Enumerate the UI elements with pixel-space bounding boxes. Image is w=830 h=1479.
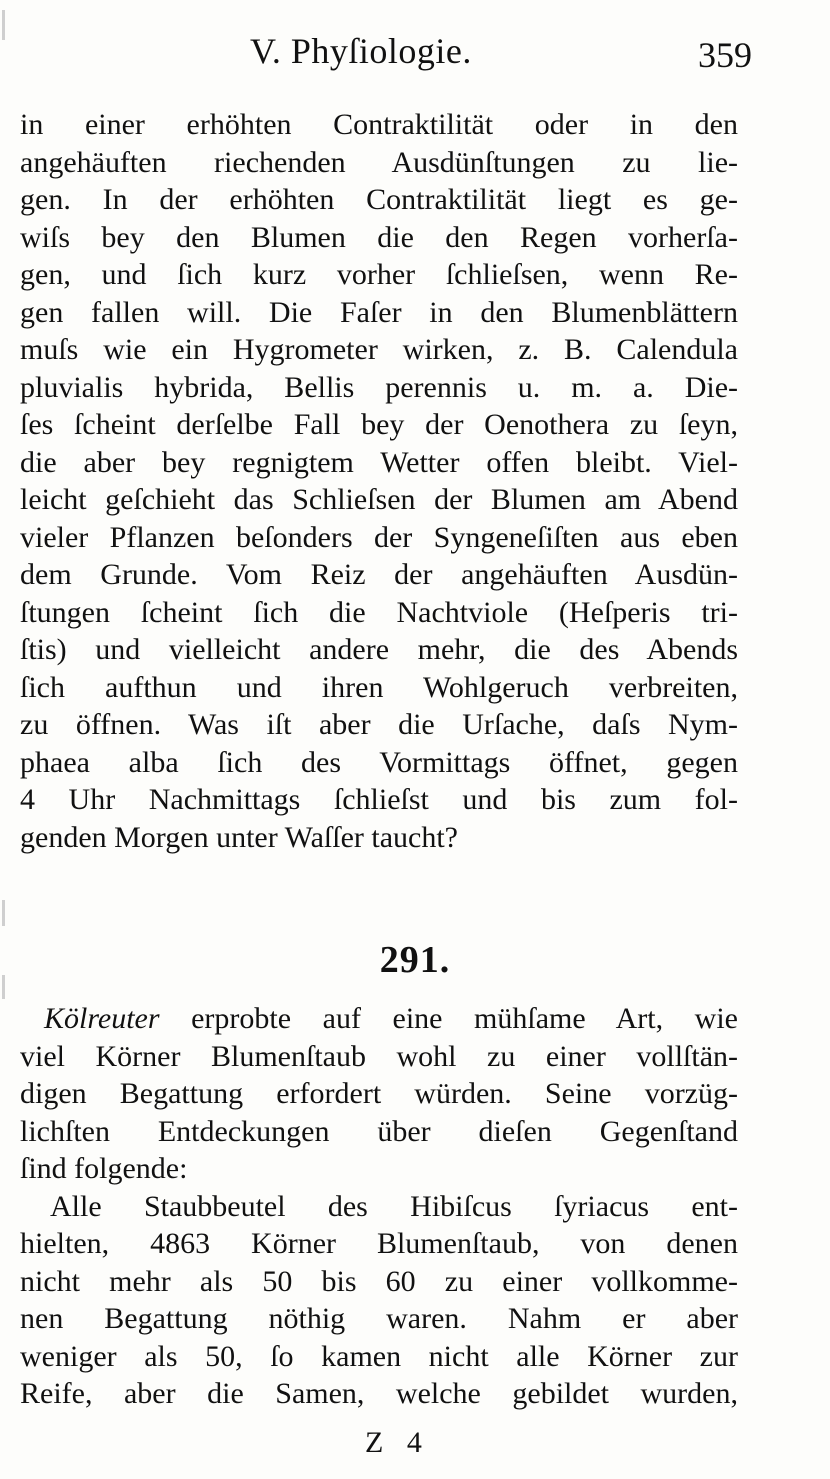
text-line: gen fallen will. Die Faſer in den Blumenblättern [20,295,738,329]
text-line: phaea alba ſich des Vormittags öffnet, gegen [20,745,738,779]
text-line: nen Begattung nöthig waren. Nahm er aber [20,1302,738,1335]
author-name: Kölreuter [44,1002,160,1035]
text-line: genden Morgen unter Waſſer taucht? [20,820,458,854]
text-line: Alle Staubbeutel des Hibiſcus ſyriacus ent- [50,1189,738,1223]
text-line: ſich aufthun und ihren Wohlgeruch verbreiten, [20,670,738,704]
text-line: zu öffnen. Was iſt aber die Urſache, daſs Nym- [20,708,738,741]
text-line: die aber bey regnigtem Wetter offen bleibt. Viel- [20,445,738,479]
text-line: hielten, 4863 Körner Blumenſtaub, von denen [20,1227,738,1260]
paragraph-physiology [20,106,738,856]
text-line: ſind folgende: [20,1152,188,1185]
text-line: wiſs bey den Blumen die den Regen vorherſa- [20,220,738,254]
running-title: V. Phyſiologie. [250,31,472,71]
text-line: weniger als 50, ſo kamen nicht alle Körner zur [20,1339,738,1373]
paragraph-koelreuter [20,1000,738,1413]
page-number: 359 [698,35,752,75]
text-line: nicht mehr als 50 bis 60 zu einer vollkomme- [20,1264,738,1298]
text-line: digen Begattung erfordert würden. Seine vorzüg- [20,1077,738,1110]
text-line: 4 Uhr Nachmittags ſchlieſst und bis zum fol- [20,783,738,816]
page-header [20,26,810,76]
text-line: leicht geſchieht das Schlieſsen der Blumen am Abend [20,483,738,516]
text-line: in einer erhöhten Contraktilität oder in den [20,108,738,141]
text-line: ſtis) und vielleicht andere mehr, die des Abends [20,633,738,666]
text-line: pluvialis hybrida, Bellis perennis u. m. a. Die- [20,370,738,404]
section-number: 291. [379,939,451,981]
text-line: Reife, aber die Samen, welche gebildet wurden, [20,1377,738,1410]
text-fragment: erprobte auf eine mühſame Art, wie [159,1002,738,1035]
text-line: ſes ſcheint derſelbe Fall bey der Oenothera zu ſeyn, [20,408,738,441]
text-line: lichſten Entdeckungen über dieſen Gegenſtand [20,1114,738,1148]
text-line: muſs wie ein Hygrometer wirken, z. B. Calendula [20,333,738,366]
text-line [20,1000,738,1038]
text-line: gen. In der erhöhten Contraktilität liegt es ge- [20,183,738,216]
text-line: viel Körner Blumenſtaub wohl zu einer vollſtän- [20,1039,738,1073]
text-line: vieler Pflanzen beſonders der Syngeneſiſten aus eben [20,520,738,554]
text-line: dem Grunde. Vom Reiz der angehäuften Ausdün- [20,558,738,591]
text-line: angehäuften riechenden Ausdünſtungen zu lie- [20,145,738,179]
signature-mark: Z 4 [365,1426,430,1459]
margin-smudge [2,900,5,926]
text-line: ſtungen ſcheint ſich die Nachtviole (Heſperis tri- [20,595,738,629]
margin-smudge [2,10,5,40]
text-line: gen, und ſich kurz vorher ſchlieſsen, wenn Re- [20,258,738,291]
